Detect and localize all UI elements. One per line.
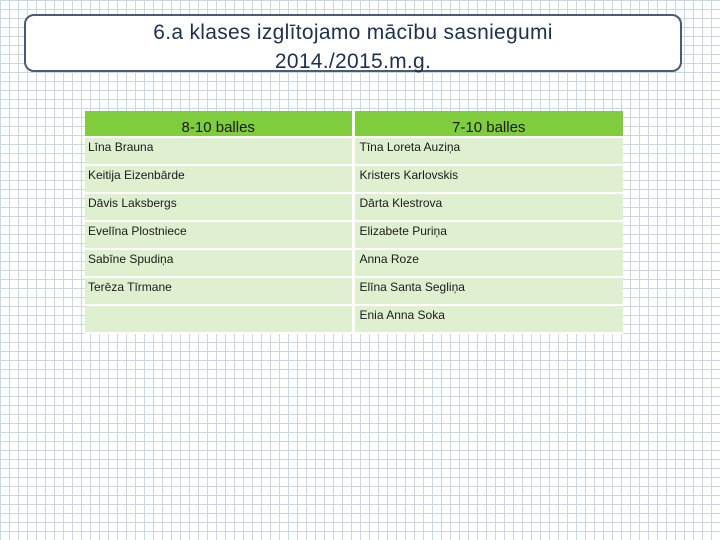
table-cell: Tīna Loreta Auziņa bbox=[353, 137, 623, 165]
table-cell: Anna Roze bbox=[353, 249, 623, 277]
page-subtitle: 2014./2015.m.g. bbox=[274, 50, 432, 73]
title-box bbox=[24, 14, 682, 72]
table-row bbox=[85, 305, 623, 333]
table-cell: Keitija Eizenbārde bbox=[85, 165, 353, 193]
table-row bbox=[85, 221, 623, 249]
table-cell bbox=[85, 305, 353, 333]
table-row bbox=[85, 249, 623, 277]
table-row bbox=[85, 277, 623, 305]
table-header-row bbox=[85, 111, 623, 137]
page-title: 6.a klases izglītojamo mācību sasniegumi bbox=[153, 21, 553, 44]
column-header-8-10: 8-10 balles bbox=[85, 111, 353, 137]
column-header-7-10: 7-10 balles bbox=[353, 111, 623, 137]
table-cell: Līna Brauna bbox=[85, 137, 353, 165]
table-row bbox=[85, 137, 623, 165]
table-cell: Terēza Tīrmane bbox=[85, 277, 353, 305]
table-cell: Enia Anna Soka bbox=[353, 305, 623, 333]
table-row bbox=[85, 193, 623, 221]
table-cell: Dārta Klestrova bbox=[353, 193, 623, 221]
table-cell: Sabīne Spudiņa bbox=[85, 249, 353, 277]
table-cell: Evelīna Plostniece bbox=[85, 221, 353, 249]
grades-table bbox=[85, 111, 623, 334]
table-cell: Elizabete Puriņa bbox=[353, 221, 623, 249]
table-cell: Elīna Santa Segliņa bbox=[353, 277, 623, 305]
table-cell: Kristers Karlovskis bbox=[353, 165, 623, 193]
table-cell: Dāvis Laksbergs bbox=[85, 193, 353, 221]
table-row bbox=[85, 165, 623, 193]
